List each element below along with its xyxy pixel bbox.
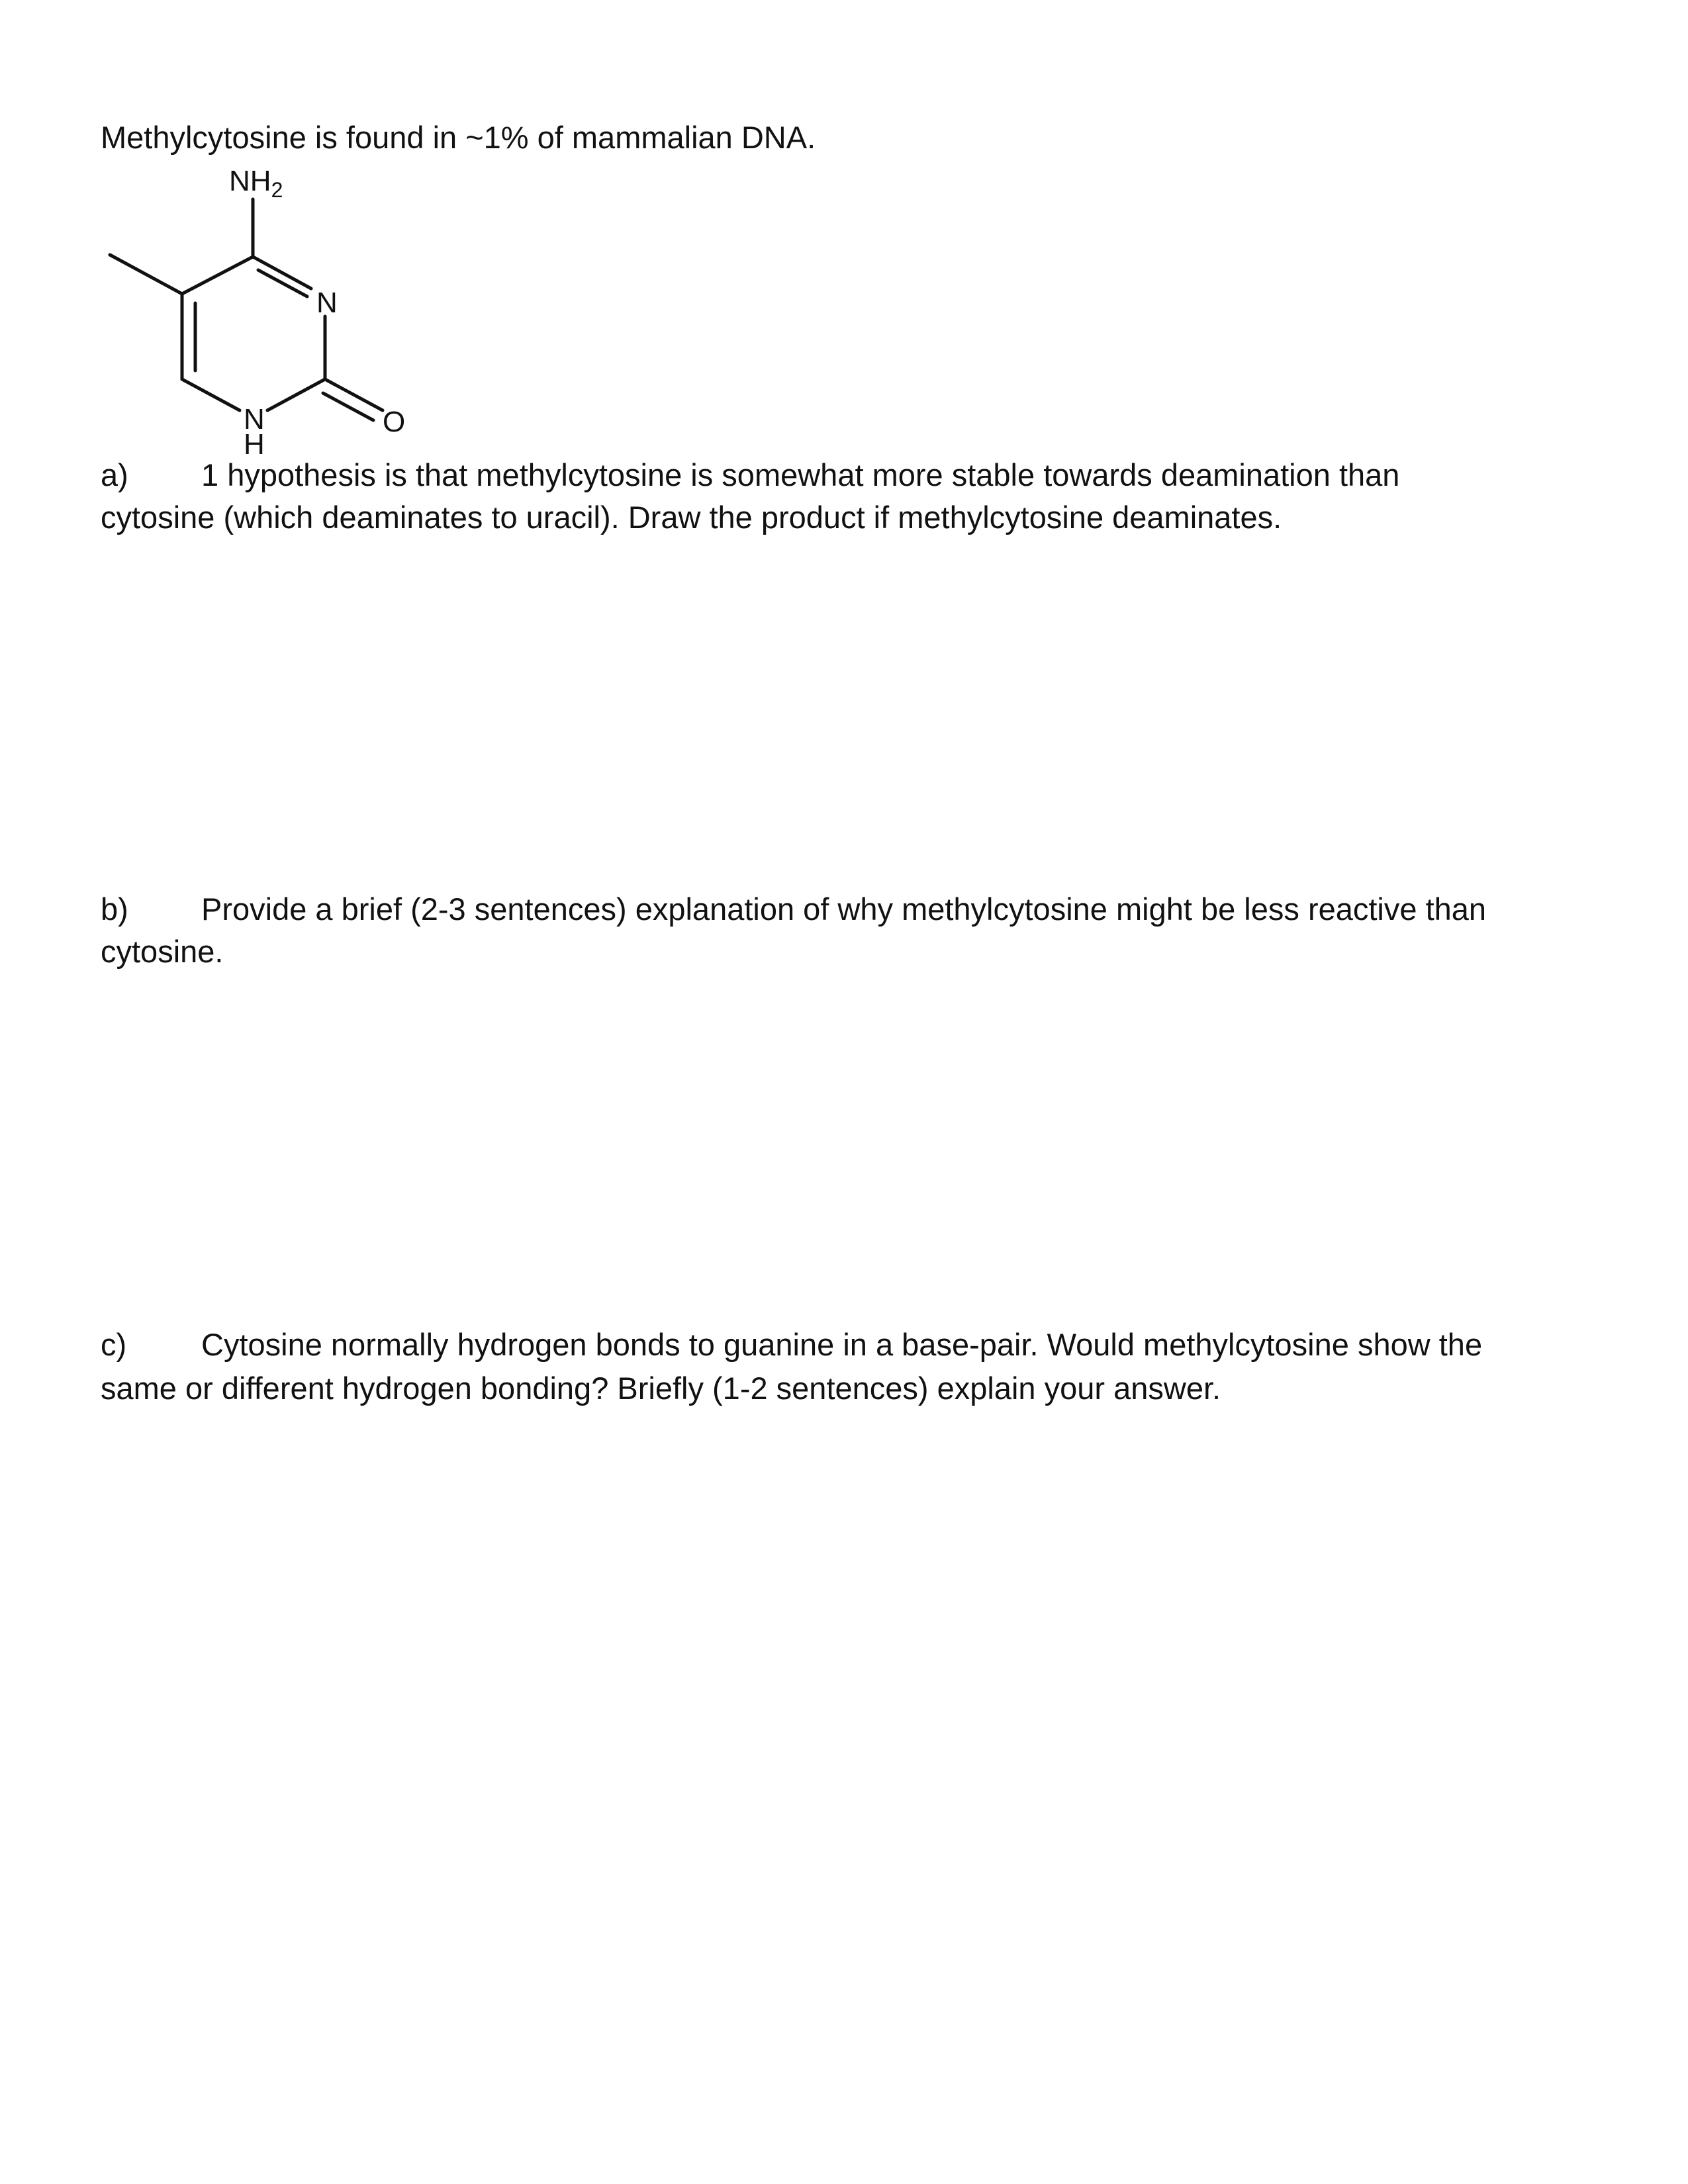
methyl-bond [110,255,182,294]
question-c-text-2: same or different hydrogen bonding? Briefly (1-2 sentences) explain your answer. [101,1371,1221,1406]
ring-nitrogen-label: N [316,287,338,319]
intro-text: Methylcytosine is found in ~1% of mammalian DNA. [101,120,816,155]
carbonyl-oxygen-label: O [383,406,406,438]
nh-hydrogen-label: H [244,428,265,461]
c6-n1-bond [182,379,240,410]
question-b-line-1 [101,888,1486,931]
carbonyl-bond [325,379,383,410]
question-b-text-2: cytosine. [101,934,224,969]
question-a-text-1: 1 hypothesis is that methylcytosine is somewhat more stable towards deamination than [201,457,1400,492]
question-b-label: b) [101,891,128,927]
question-a-line-1 [101,454,1399,496]
question-c-line-1 [101,1324,1482,1366]
question-b-text-1: Provide a brief (2-3 sentences) explanation of why methylcytosine might be less reactive than [201,891,1487,927]
carbonyl-double-bond [323,393,373,420]
question-c-text-1: Cytosine normally hydrogen bonds to guanine in a base-pair. Would methylcytosine show the [201,1327,1483,1362]
question-a-label: a) [101,457,128,492]
structure-bonds [110,199,383,420]
nh-nitrogen-label: N [244,403,265,435]
amine-label: $NH_2$ [229,165,283,202]
methylcytosine-structure [99,159,444,463]
question-c-label: c) [101,1327,127,1362]
question-a-text-2: cytosine (which deaminates to uracil). Draw the product if methylcytosine deaminates. [101,500,1282,535]
n1-c2-bond [267,379,325,410]
c4-c5-bond [182,257,253,294]
